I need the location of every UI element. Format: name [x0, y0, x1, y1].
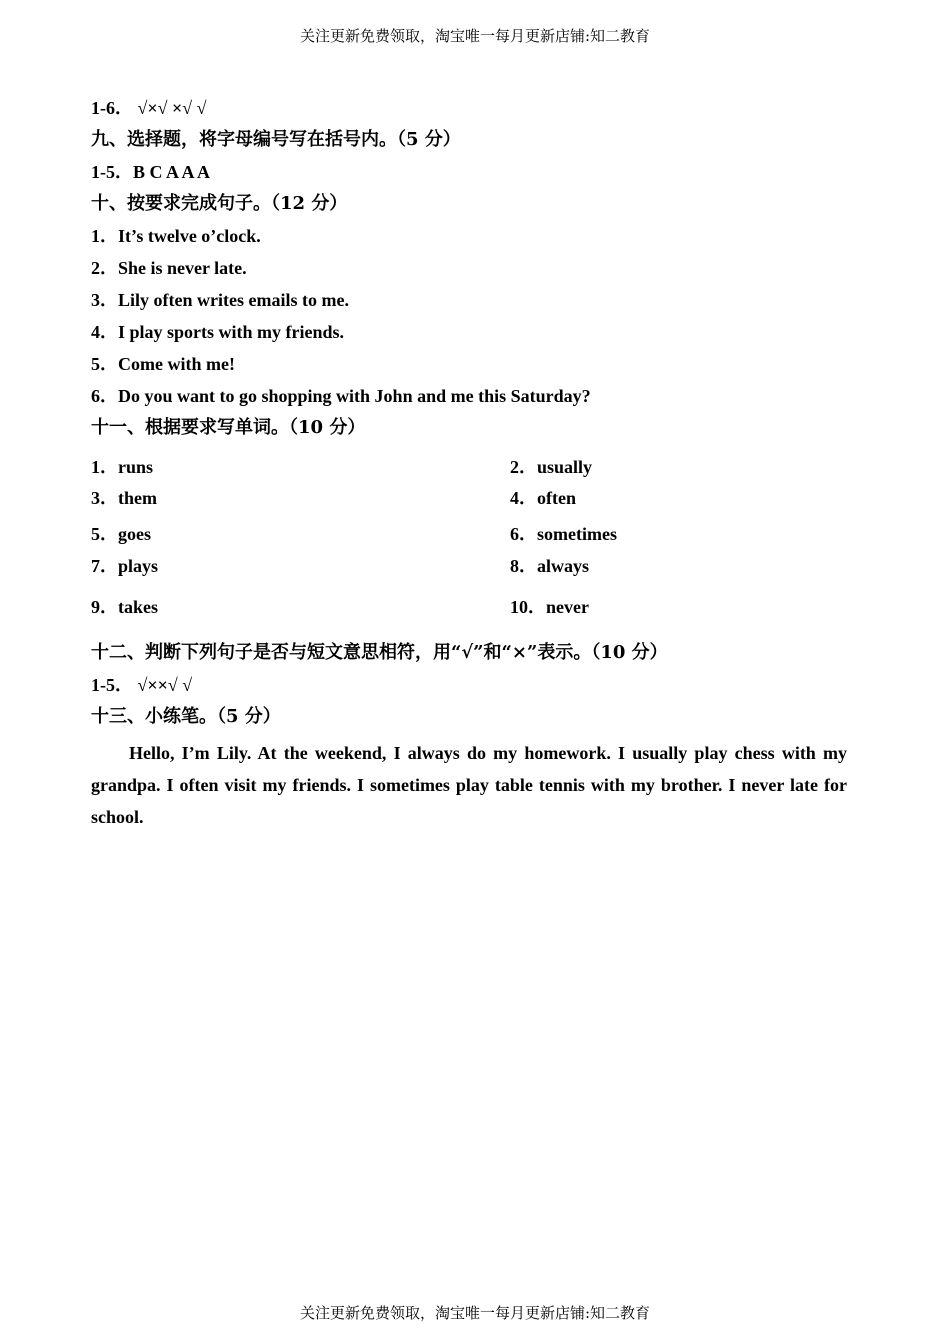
section-10-item-6: 6．Do you want to go shopping with John and me this Saturday? — [91, 386, 591, 406]
section-12-heading: 十二、判断下列句子是否与短文意思相符，用“√”和“×”表示。（10 分） — [91, 642, 668, 663]
section-10-heading: 十、按要求完成句子。（12 分） — [91, 193, 348, 214]
section-8-answers: 1-6． √×√ ×√ √ — [91, 98, 207, 118]
section-13-heading: 十三、小练笔。（5 分） — [91, 706, 281, 727]
section-11-word-grid — [91, 455, 851, 619]
word-row — [91, 595, 851, 619]
word-item: 10．never — [510, 597, 589, 617]
section-12-answers: 1-5． √××√ √ — [91, 675, 193, 695]
section-10-item-5: 5．Come with me! — [91, 354, 235, 374]
section-10-item-2: 2．She is never late. — [91, 258, 247, 278]
word-item: 9．takes — [91, 597, 158, 617]
section-11-heading: 十一、根据要求写单词。（10 分） — [91, 417, 366, 438]
section-9-heading: 九、选择题，将字母编号写在括号内。（5 分） — [91, 129, 461, 150]
page-header: 关注更新免费领取，淘宝唯一每月更新店铺:知二教育 — [299, 27, 651, 45]
word-item: 4．often — [510, 488, 576, 508]
section-10-item-4: 4．I play sports with my friends. — [91, 322, 345, 342]
word-row — [91, 486, 851, 510]
word-item: 8．always — [510, 556, 590, 576]
word-item: 3．them — [91, 488, 157, 508]
word-item: 6．sometimes — [510, 524, 617, 544]
word-row — [91, 522, 851, 546]
word-row — [91, 455, 851, 479]
word-row — [91, 554, 851, 578]
word-item: 5．goes — [91, 524, 151, 544]
section-13-paragraph: Hello, I’m Lily. At the weekend, I always do my homework. I usually play chess with my grandpa. I often visit my friends. I sometimes play table tennis with my brother. I never late for school. — [91, 743, 847, 827]
page-footer: 关注更新免费领取，淘宝唯一每月更新店铺:知二教育 — [299, 1304, 651, 1322]
word-item: 2．usually — [510, 457, 593, 477]
word-item: 7．plays — [91, 556, 159, 576]
word-item: 1．runs — [91, 457, 154, 477]
section-10-item-3: 3．Lily often writes emails to me. — [91, 290, 349, 310]
answer-key — [91, 96, 851, 833]
section-10-item-1: 1．It’s twelve o’clock. — [91, 226, 261, 246]
section-9-answers: 1-5．B C A A A — [91, 162, 211, 182]
